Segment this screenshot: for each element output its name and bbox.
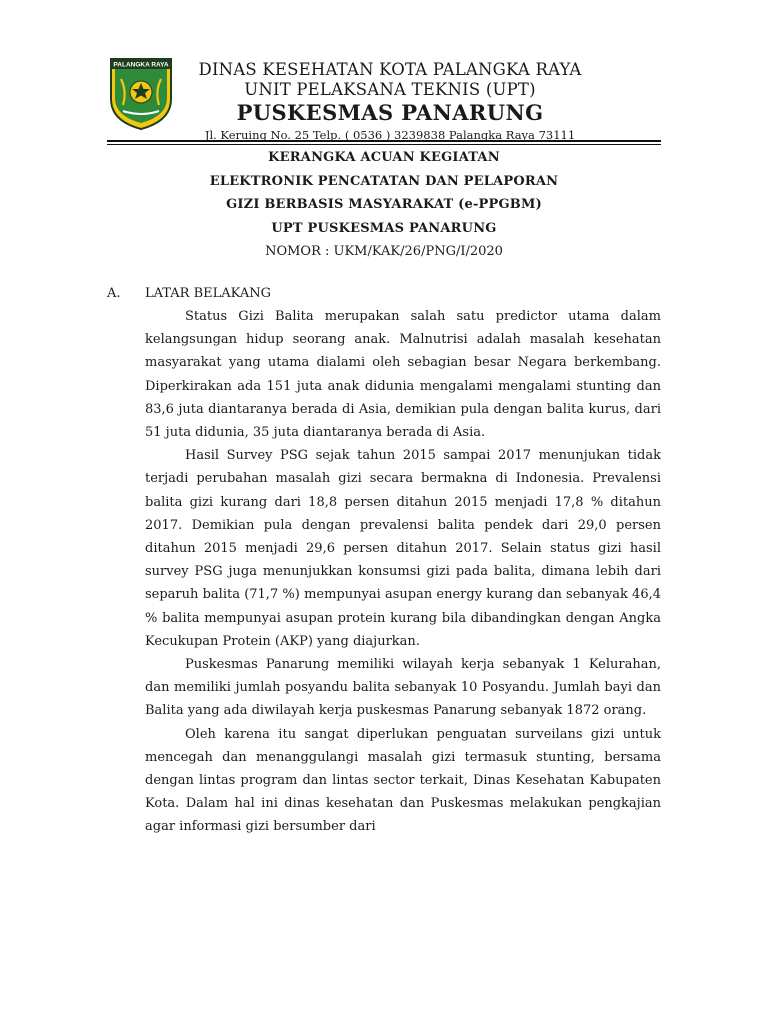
title-line-3: GIZI BERBASIS MASYARAKAT (e-PPGBM) [226,197,542,212]
section-title: LATAR BELAKANG [145,286,271,301]
document-number: NOMOR : UKM/KAK/26/PNG/I/2020 [265,244,503,259]
address-line: Jl. Keruing No. 25 Telp. ( 0536 ) 3239838 Palangka Raya 73111 [204,128,576,142]
paragraph: Oleh karena itu sangat diperlukan penguatan surveilans gizi untuk mencegah dan menanggulangi masalah gizi termasuk stunting, bersama dengan lintas program dan lintas sector terkait, Dinas Kesehatan Kabupaten Kota. Dalam hal ini dinas kesehatan dan Puskesmas melakukan pengkajian agar informasi gizi bersumber dari [145,726,661,835]
section-letter: A. [107,286,121,301]
unit-name: UNIT PELAKSANA TEKNIS (UPT) [244,80,536,99]
paragraph: Puskesmas Panarung memiliki wilayah kerja sebanyak 1 Kelurahan, dan memiliki jumlah posyandu balita sebanyak 10 Posyandu. Jumlah bayi dan Balita yang ada diwilayah kerja puskesmas Panarung sebanyak 1872 orang. [145,657,661,719]
palangka-raya-emblem-icon [107,55,175,131]
letterhead-rule-thick [107,140,661,142]
paragraph: Hasil Survey PSG sejak tahun 2015 sampai 2017 menunjukan tidak terjadi perubahan masalah gizi secara bermakna di Indonesia. Prevalensi balita gizi kurang dari 18,8 persen ditahun 2015 menjadi 17,8 % ditahun 2017. Demikian pula dengan prevalensi balita pendek dari 29,0 persen ditahun 2015 menjadi 29,6 persen ditahun 2017. Selain status gizi hasil survey PSG juga menunjukkan konsumsi gizi pada balita, dimana lebih dari separuh balita (71,7 %) mempunyai asupan energy kurang dan sebanyak 46,4 % balita mempunyai asupan protein kurang bila dibandingkan dengan Angka Kecukupan Protein (AKP) yang diajurkan. [145,448,661,649]
section-heading [107,283,271,305]
letterhead [180,60,600,143]
paragraph: Status Gizi Balita merupakan salah satu predictor utama dalam kelangsungan hidup seorang anak. Malnutrisi adalah masalah kesehatan masyarakat yang utama dialami oleh sebagian besar Negara berkembang. Diperkirakan ada 151 juta anak didunia mengalami mengalami stunting dan 83,6 juta diantaranya berada di Asia, demikian pula dengan balita kurus, dari 51 juta didunia, 35 juta diantaranya berada di Asia. [145,309,661,441]
section-body [145,305,661,839]
letterhead-rule-thin [107,144,661,145]
agency-name: DINAS KESEHATAN KOTA PALANGKA RAYA [198,60,582,79]
title-line-2: ELEKTRONIK PENCATATAN DAN PELAPORAN [209,173,559,189]
title-line-4: UPT PUSKESMAS PANARUNG [271,220,497,236]
puskesmas-name: PUSKESMAS PANARUNG [236,100,544,125]
emblem-lettering: PALANGKA RAYA [113,61,169,69]
document-title-block [107,146,661,264]
title-line-1: KERANGKA ACUAN KEGIATAN [268,150,500,165]
